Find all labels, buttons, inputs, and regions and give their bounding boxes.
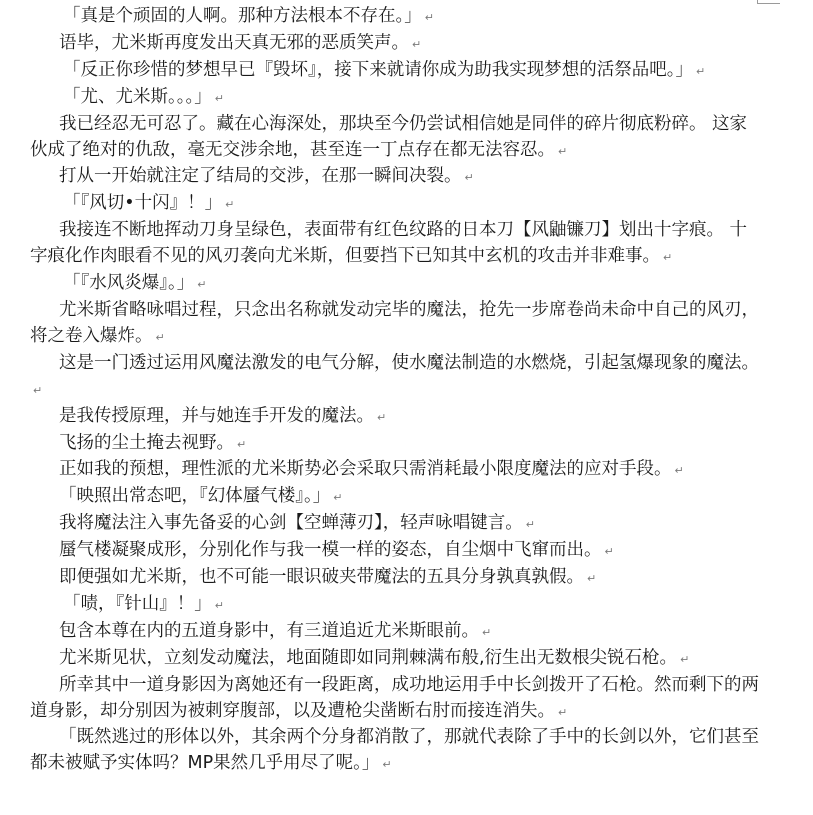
dialogue-paragraph[interactable] [30,191,760,218]
paragraph-mark-icon: ↵ [333,491,343,505]
paragraph-text: 是我传授原理，并与她连手开发的魔法。 [59,405,374,426]
paragraph-mark-icon: ↵ [680,652,690,666]
paragraph-text: 我将魔法注入事先备妥的心剑【空蝉薄刃】，轻声咏唱键言。 [59,513,523,534]
paragraph-mark-icon: ↵ [663,251,673,265]
dialogue-paragraph[interactable] [30,58,760,85]
paragraph-mark-icon: ↵ [225,198,235,212]
body-paragraph[interactable] [30,565,760,592]
body-paragraph[interactable] [30,511,760,538]
paragraph-text: 「啧，『针山』！」 [63,593,212,614]
paragraph-text: 我已经忍无可忍了。藏在心海深处，那块至今仍尝试相信她是同伴的碎片彻底粉碎。 这家伙成了绝对的仇敌，毫无交涉余地，甚至连一丁点存在都无法容忍。 [30,113,748,160]
body-paragraph[interactable] [30,218,760,271]
paragraph-mark-icon: ↵ [558,705,568,719]
body-paragraph[interactable] [30,164,760,191]
body-paragraph[interactable] [30,646,760,673]
body-paragraph[interactable] [30,725,760,778]
dialogue-paragraph[interactable] [30,592,760,619]
paragraph-mark-icon: ↵ [696,64,706,78]
paragraph-mark-icon: ↵ [464,171,474,185]
body-paragraph[interactable] [30,112,760,165]
paragraph-mark-icon: ↵ [237,437,247,451]
paragraph-mark-icon: ↵ [482,625,492,639]
paragraph-mark-icon: ↵ [525,518,535,532]
body-paragraph[interactable] [30,298,760,351]
paragraph-text: 尤米斯省略咏唱过程，只念出名称就发动完毕的魔法，抢先一步席卷尚未命中自己的风刃，将之卷入爆炸。 [30,299,759,346]
paragraph-mark-icon: ↵ [155,330,165,344]
paragraph-text: 尤米斯见状，立刻发动魔法，地面随即如同荆棘满布般,衍生出无数根尖锐石枪。 [59,647,678,668]
paragraph-mark-icon: ↵ [382,758,392,772]
paragraph-mark-icon: ↵ [424,11,434,24]
paragraph-text: 我接连不断地挥动刀身呈绿色，表面带有红色纹路的日本刀【风鼬镰刀】划出十字痕。 十字痕化作肉眼看不见的风刃袭向尤米斯，但要挡下已知其中玄机的攻击并非难事。 [30,220,748,267]
body-paragraph[interactable] [30,619,760,646]
dialogue-paragraph[interactable] [30,4,760,31]
paragraph-text: 「尤、尤米斯。。。」 [63,86,212,107]
paragraph-mark-icon: ↵ [214,598,224,612]
paragraph-text: 所幸其中一道身影因为离她还有一段距离，成功地运用手中长剑拨开了石枪。然而剩下的两道身影，却分别因为被刺穿腹部，以及遭枪尖凿断右肘而接连消失。 [30,674,759,721]
body-paragraph[interactable] [30,31,760,58]
paragraph-mark-icon: ↵ [604,545,614,559]
body-paragraph[interactable] [30,673,760,726]
paragraph-mark-icon: ↵ [377,410,387,424]
body-paragraph[interactable] [30,484,760,511]
paragraph-mark-icon: ↵ [197,278,207,292]
dialogue-paragraph[interactable] [30,271,760,298]
document-body[interactable] [30,4,760,778]
paragraph-text: 包含本尊在内的五道身影中，有三道追近尤米斯眼前。 [59,620,479,641]
paragraph-mark-icon: ↵ [33,383,43,397]
paragraph-text: 蜃气楼凝聚成形，分别化作与我一模一样的姿态，自尘烟中飞窜而出。 [59,540,602,561]
body-paragraph[interactable] [30,431,760,458]
paragraph-text: 打从一开始就注定了结局的交涉，在那一瞬间决裂。 [59,166,462,187]
body-paragraph[interactable] [30,351,760,404]
paragraph-mark-icon: ↵ [587,572,597,586]
paragraph-text: 「『风切•十闪』！」 [63,193,223,214]
paragraph-text: 语毕，尤米斯再度发出天真无邪的恶质笑声。 [59,32,409,53]
paragraph-mark-icon: ↵ [214,91,224,105]
paragraph-mark-icon: ↵ [558,144,568,158]
paragraph-mark-icon: ↵ [412,37,422,51]
paragraph-text: 「『水风炎爆』。」 [63,273,195,294]
paragraph-text: 「真是个顽固的人啊。那种方法根本不存在。」 [63,6,422,26]
paragraph-text: 「反正你珍惜的梦想早已『毁坏』，接下来就请你成为助我实现梦想的活祭品吧。」 [63,59,693,80]
body-paragraph[interactable] [30,457,760,484]
paragraph-text: 「映照出常态吧，『幻体蜃气楼』。」 [59,486,331,507]
paragraph-text: 「既然逃过的形体以外，其余两个分身都消散了，那就代表除了手中的长剑以外，它们甚至都未被赋予实体吗？MP果然几乎用尽了呢。」 [30,727,759,774]
body-paragraph[interactable] [30,538,760,565]
paragraph-text: 这是一门透过运用风魔法激发的电气分解，使水魔法制造的水燃烧，引起氢爆现象的魔法。 [59,352,759,373]
paragraph-text: 飞扬的尘土掩去视野。 [59,432,234,453]
paragraph-text: 正如我的预想，理性派的尤米斯势必会采取只需消耗最小限度魔法的应对手段。 [59,459,672,480]
paragraph-text: 即便强如尤米斯，也不可能一眼识破夹带魔法的五具分身孰真孰假。 [59,567,584,588]
body-paragraph[interactable] [30,404,760,431]
dialogue-paragraph[interactable] [30,85,760,112]
page-margin-marker [757,0,780,4]
paragraph-mark-icon: ↵ [674,464,684,478]
